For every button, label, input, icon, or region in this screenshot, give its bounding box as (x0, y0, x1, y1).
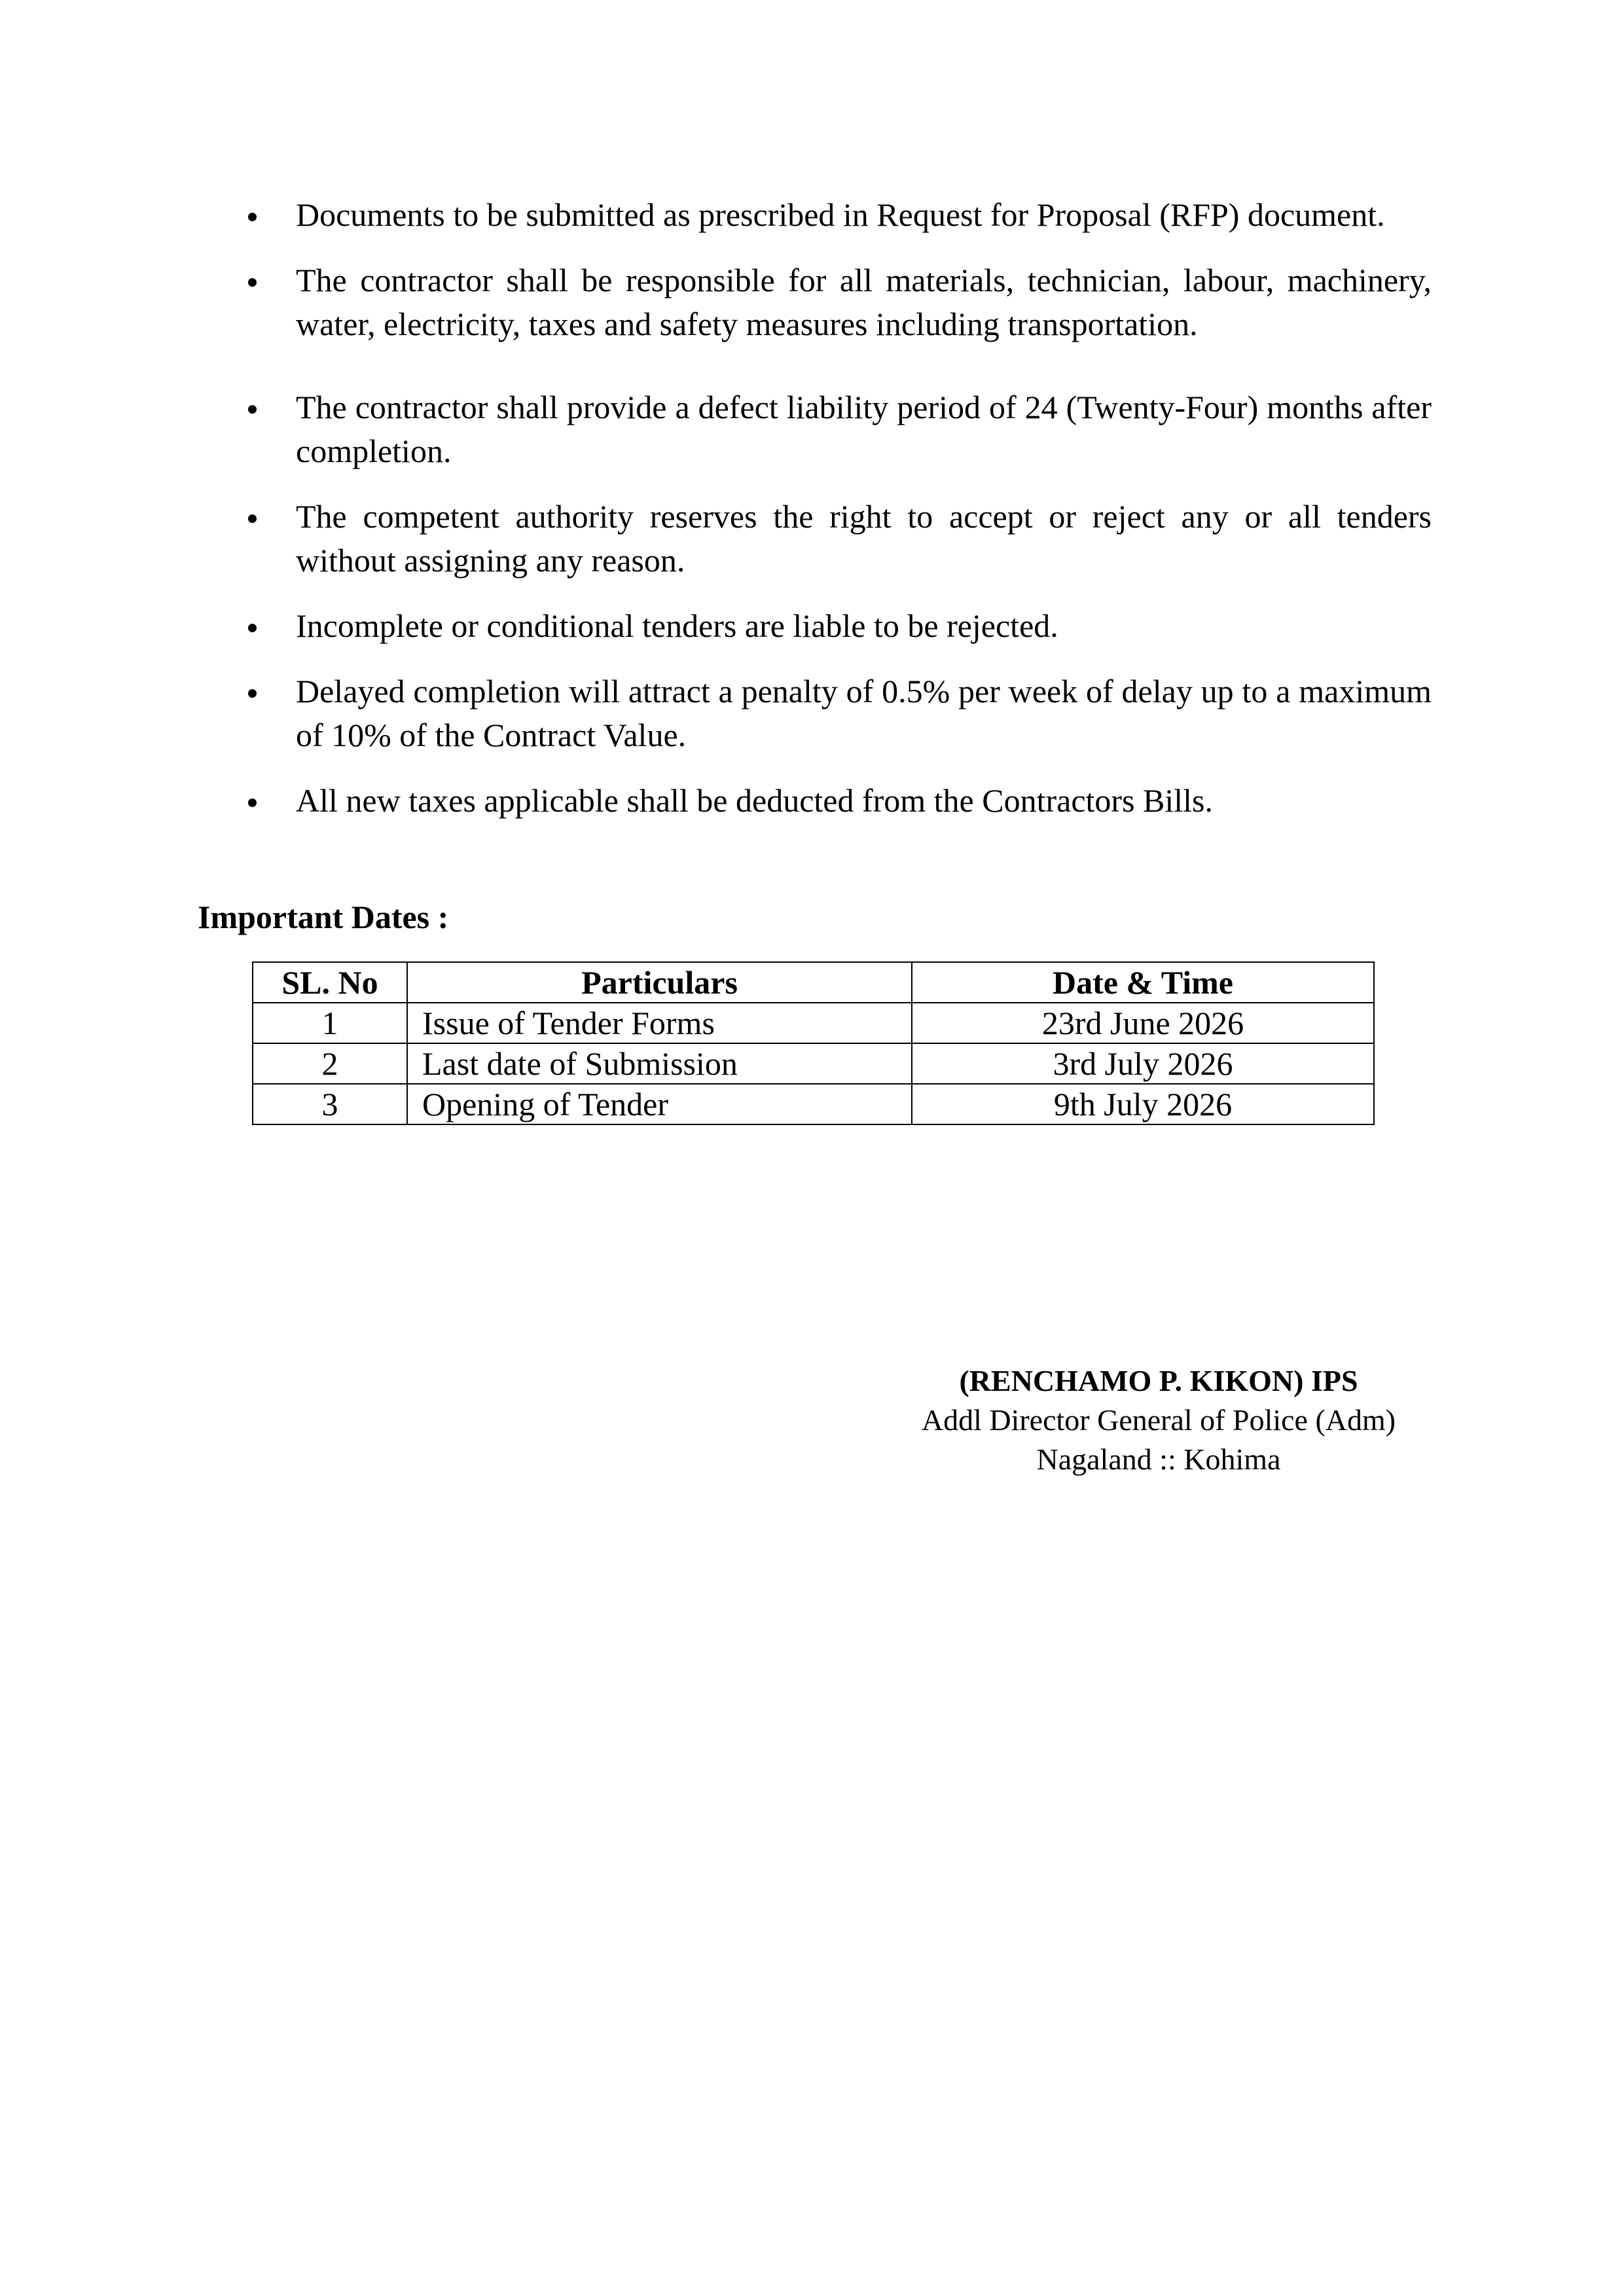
list-item-text: The contractor shall be responsible for all materials, technician, labour, machinery, water, electricity, taxes and safety measures including transportation. (296, 262, 1432, 342)
cell-particulars: Last date of Submission (407, 1043, 912, 1084)
cell-particulars: Issue of Tender Forms (407, 1003, 912, 1043)
list-item-text: All new taxes applicable shall be deducted from the Contractors Bills. (296, 782, 1214, 819)
bullet-icon (248, 689, 257, 698)
list-item-text: Delayed completion will attract a penalty of 0.5% per week of delay up to a maximum of 10% of the Contract Value. (296, 673, 1432, 753)
list-item (245, 386, 1432, 473)
cell-date-time: 3rd July 2026 (912, 1043, 1374, 1084)
signatory-location: Nagaland :: Kohima (1036, 1443, 1281, 1476)
list-item (245, 604, 1432, 648)
signature-block (871, 1361, 1447, 1479)
conditions-list (245, 193, 1432, 844)
list-item (245, 670, 1432, 757)
list-item (245, 193, 1432, 237)
important-dates-table (252, 961, 1375, 1125)
bullet-icon (248, 798, 257, 807)
bullet-icon (248, 278, 257, 287)
bullet-icon (248, 213, 257, 221)
list-item-text: Incomplete or conditional tenders are liable to be rejected. (296, 607, 1058, 644)
list-item (245, 779, 1432, 823)
table-row (253, 1043, 1374, 1084)
list-item (245, 495, 1432, 583)
bullet-icon (248, 624, 257, 632)
list-item-text: The competent authority reserves the right to accept or reject any or all tenders without assigning any reason. (296, 498, 1432, 579)
cell-date-time: 9th July 2026 (912, 1084, 1374, 1124)
column-header-sl-no: SL. No (253, 962, 407, 1003)
bullet-icon (248, 405, 257, 414)
table-header-row (253, 962, 1374, 1003)
table-row (253, 1003, 1374, 1043)
cell-sl-no: 2 (253, 1043, 407, 1084)
column-header-particulars: Particulars (407, 962, 912, 1003)
signatory-name: (RENCHAMO P. KIKON) IPS (959, 1364, 1358, 1397)
column-header-date-time: Date & Time (912, 962, 1374, 1003)
list-item-text: The contractor shall provide a defect liability period of 24 (Twenty-Four) months after completion. (296, 389, 1432, 469)
table-row (253, 1084, 1374, 1124)
cell-particulars: Opening of Tender (407, 1084, 912, 1124)
list-item (245, 259, 1432, 346)
signatory-designation: Addl Director General of Police (Adm) (921, 1403, 1396, 1437)
bullet-icon (248, 514, 257, 523)
cell-date-time: 23rd June 2026 (912, 1003, 1374, 1043)
list-item-text: Documents to be submitted as prescribed in Request for Proposal (RFP) document. (296, 196, 1385, 233)
important-dates-heading: Important Dates : (198, 899, 449, 935)
cell-sl-no: 1 (253, 1003, 407, 1043)
cell-sl-no: 3 (253, 1084, 407, 1124)
